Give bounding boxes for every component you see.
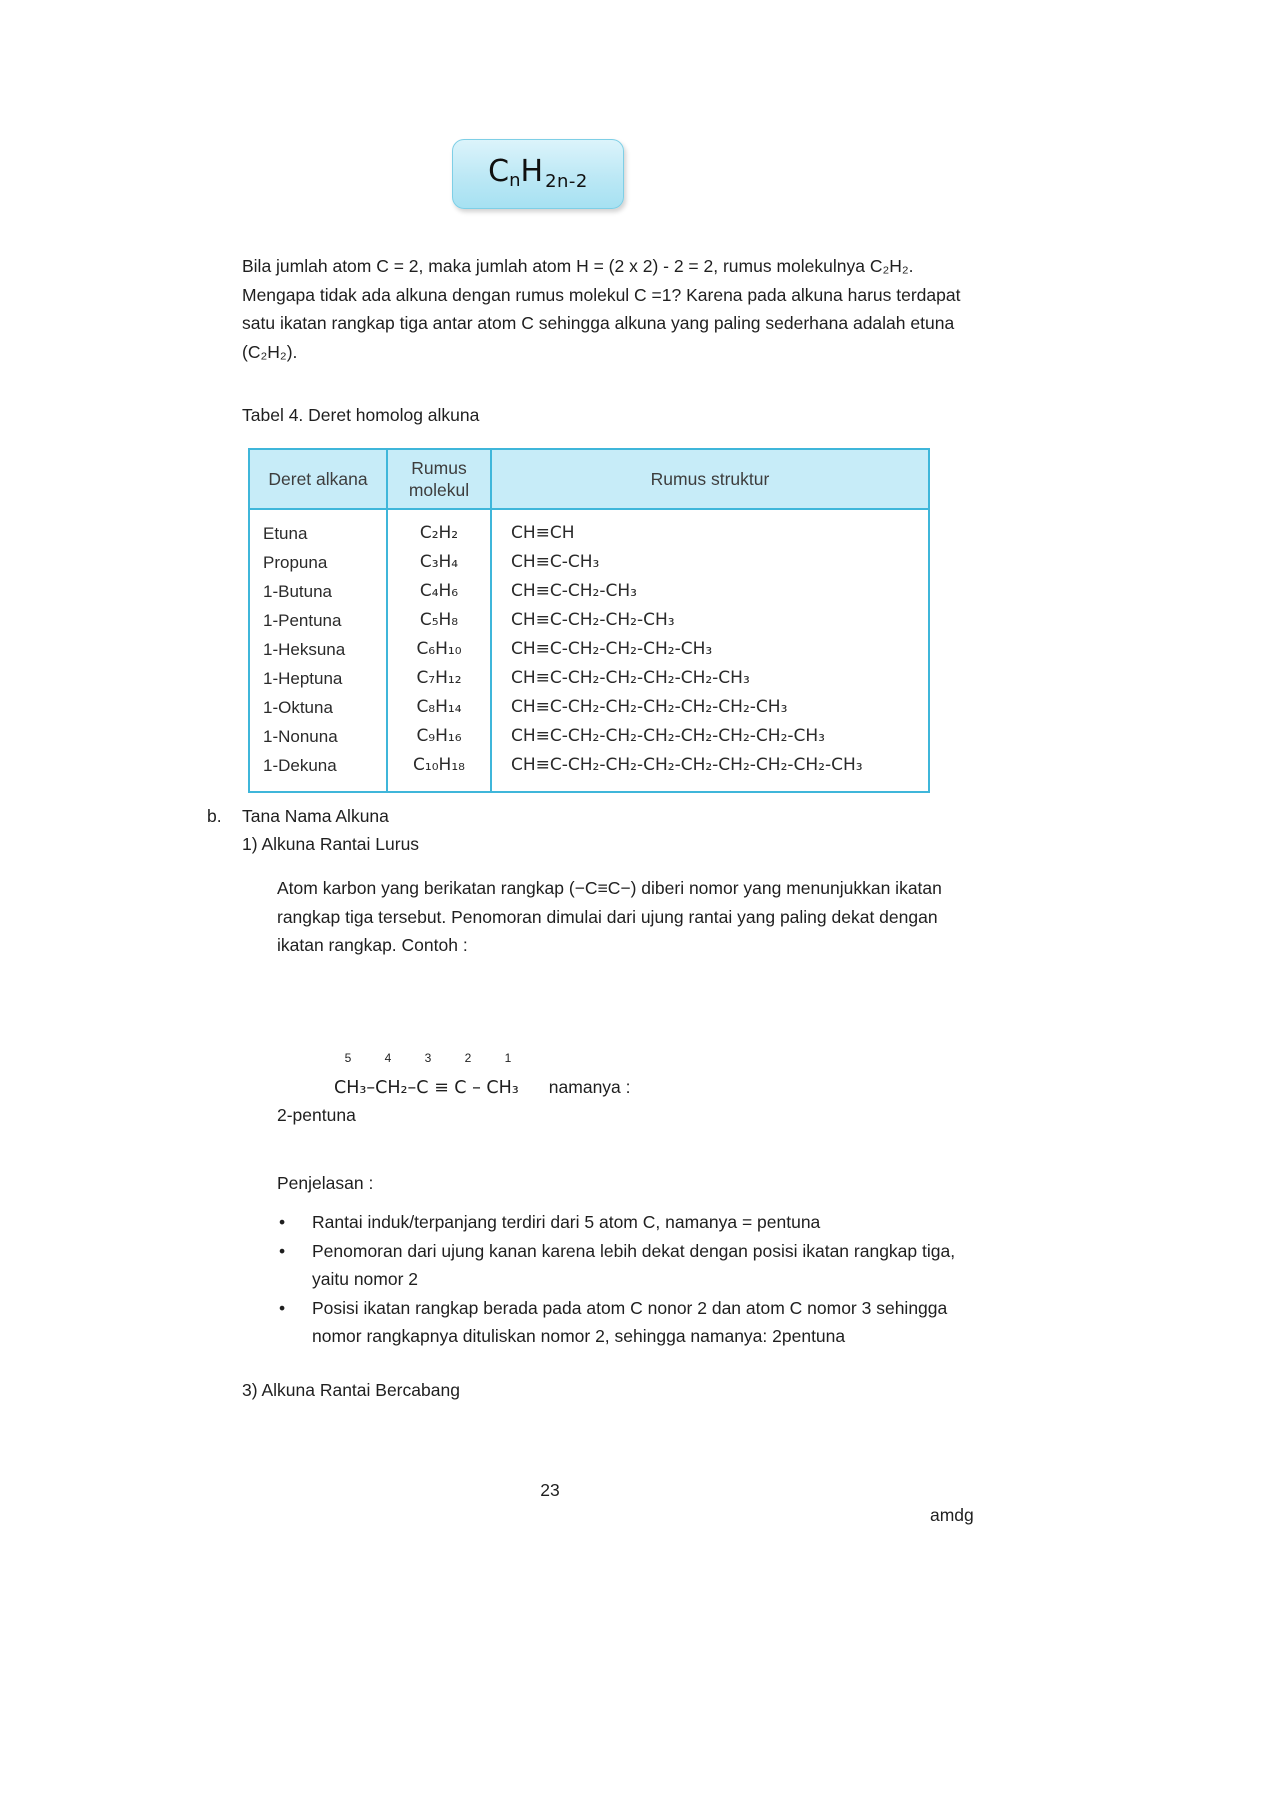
- deret-name: Etuna: [263, 524, 308, 543]
- deret-name: 1-Oktuna: [263, 698, 333, 717]
- structural-formula: CH≡C-CH₂-CH₂-CH₂-CH₂-CH₃: [491, 664, 929, 693]
- carbon-number: 4: [384, 1051, 392, 1065]
- col-header-deret-alkana: Deret alkana: [249, 449, 387, 509]
- bullet-item: • Rantai induk/terpanjang terdiri dari 5 atom C, namanya = pentuna: [277, 1208, 977, 1237]
- table-row: [249, 606, 929, 635]
- carbon-number: 3: [424, 1051, 432, 1065]
- carbon-numbering-row: [328, 1051, 528, 1065]
- deret-name: 1-Pentuna: [263, 611, 342, 630]
- table-caption: Tabel 4. Deret homolog alkuna: [242, 405, 480, 425]
- molecular-formula: C₇H₁₂: [387, 664, 491, 693]
- numbering-paragraph: Atom karbon yang berikatan rangkap (−C≡C−) diberi nomor yang menunjukkan ikatan rangkap tiga tersebut. Penomoran dimulai dari ujung rantai yang paling dekat dengan ikatan rangkap. Contoh :: [277, 878, 942, 955]
- homolog-table-wrapper: [248, 448, 930, 793]
- example-name-label: namanya :: [548, 1077, 631, 1097]
- structural-formula: CH≡C-CH₂-CH₂-CH₂-CH₂-CH₂-CH₃: [491, 693, 929, 722]
- table-row: [249, 664, 929, 693]
- deret-name: 1-Butuna: [263, 582, 332, 601]
- col-header-rumus-molekul: Rumus molekul: [387, 449, 491, 509]
- footer-initials: amdg: [930, 1505, 974, 1525]
- table-row: [249, 509, 929, 548]
- molecular-formula: C₄H₆: [387, 577, 491, 606]
- carbon-number: 2: [464, 1051, 472, 1065]
- deret-name: Propuna: [263, 553, 328, 572]
- molecular-formula: C₆H₁₀: [387, 635, 491, 664]
- table-header-row: [249, 449, 929, 509]
- table-row: [249, 722, 929, 751]
- structural-formula: CH≡CH: [491, 509, 929, 548]
- bullet-item: • Penomoran dari ujung kanan karena lebih dekat dengan posisi ikatan rangkap tiga, yaitu nomor 2: [277, 1237, 977, 1294]
- page-number: 23: [540, 1480, 560, 1500]
- deret-name: 1-Nonuna: [263, 727, 338, 746]
- molecular-formula: C₁₀H₁₈: [387, 751, 491, 792]
- structural-formula: CH≡C-CH₂-CH₂-CH₂-CH₃: [491, 635, 929, 664]
- table-row: [249, 751, 929, 792]
- general-formula-box: [452, 139, 624, 209]
- molecular-formula: C₂H₂: [387, 509, 491, 548]
- penjelasan-bullet-list: [277, 1208, 977, 1351]
- example-compound-name: 2-pentuna: [277, 1105, 356, 1125]
- molecular-formula: C₅H₈: [387, 606, 491, 635]
- table-row: [249, 577, 929, 606]
- deret-name: 1-Heksuna: [263, 640, 346, 659]
- structural-formula: CH≡C-CH₂-CH₂-CH₂-CH₂-CH₂-CH₂-CH₂-CH₃: [491, 751, 929, 792]
- penjelasan-label: Penjelasan :: [277, 1173, 374, 1193]
- structural-formula: CH≡C-CH₂-CH₃: [491, 577, 929, 606]
- intro-paragraph: Bila jumlah atom C = 2, maka jumlah atom H = (2 x 2) - 2 = 2, rumus molekulnya C₂H₂. Mengapa tidak ada alkuna dengan rumus molekul C =1? Karena pada alkuna harus terdapat satu ikatan rangkap tiga antar atom C sehingga alkuna yang paling sederhana adalah etuna (C₂H₂).: [242, 256, 961, 362]
- structural-formula: CH≡C-CH₂-CH₂-CH₂-CH₂-CH₂-CH₂-CH₃: [491, 722, 929, 751]
- molecular-formula: C₈H₁₄: [387, 693, 491, 722]
- subsection-3-title: 3) Alkuna Rantai Bercabang: [242, 1380, 460, 1400]
- carbon-number: 5: [344, 1051, 352, 1065]
- example-structural-formula: CH₃–CH₂–C ≡ C – CH₃: [334, 1078, 519, 1098]
- section-b-label: b.: [207, 806, 222, 826]
- deret-name: 1-Dekuna: [263, 756, 337, 775]
- section-b-title: Tana Nama Alkuna: [242, 806, 389, 826]
- table-row: [249, 635, 929, 664]
- structural-formula: CH≡C-CH₂-CH₂-CH₃: [491, 606, 929, 635]
- deret-name: 1-Heptuna: [263, 669, 343, 688]
- molecular-formula: C₃H₄: [387, 548, 491, 577]
- molecular-formula: C₉H₁₆: [387, 722, 491, 751]
- structural-formula: CH≡C-CH₃: [491, 548, 929, 577]
- subsection-1-title: 1) Alkuna Rantai Lurus: [242, 834, 420, 854]
- general-formula: CnH 2n-2: [488, 154, 588, 192]
- example-formula-line: [334, 1077, 631, 1098]
- homolog-table: [248, 448, 930, 793]
- carbon-number: 1: [504, 1051, 512, 1065]
- table-row: [249, 548, 929, 577]
- table-row: [249, 693, 929, 722]
- bullet-item: • Posisi ikatan rangkap berada pada atom C nonor 2 dan atom C nomor 3 sehingga nomor rangkapnya dituliskan nomor 2, sehingga namanya: 2pentuna: [277, 1294, 977, 1351]
- col-header-rumus-struktur: Rumus struktur: [491, 449, 929, 509]
